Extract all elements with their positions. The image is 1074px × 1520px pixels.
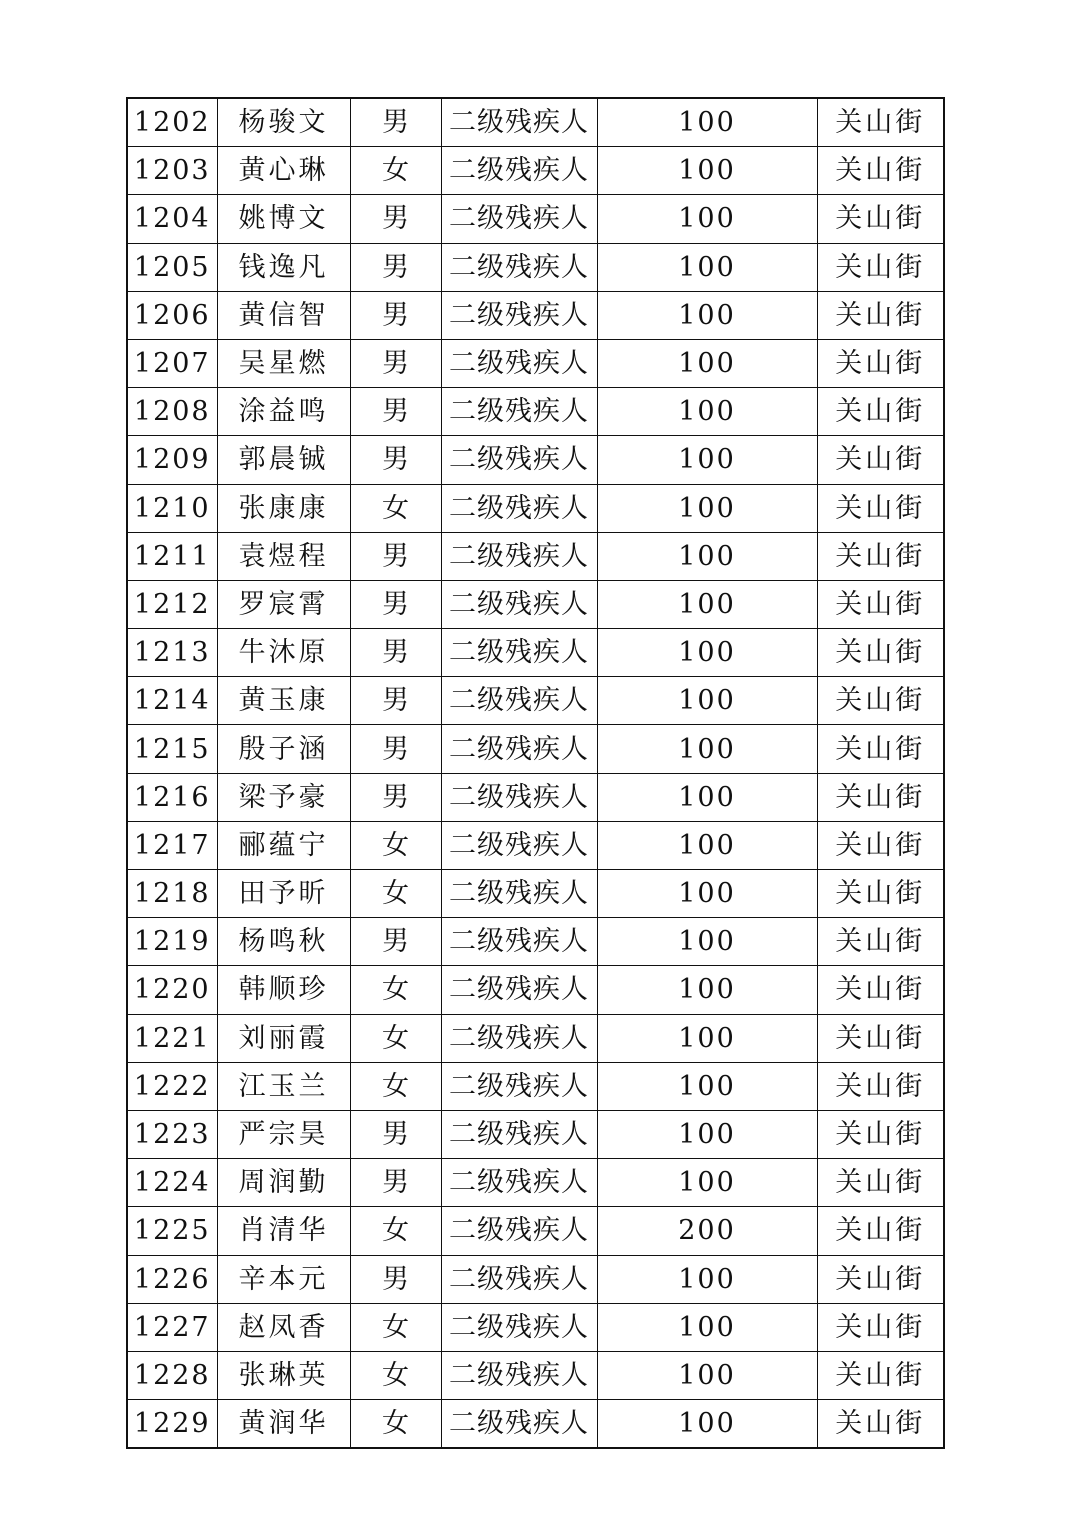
cell-number: 1210: [127, 484, 217, 532]
cell-category: 二级残疾人: [441, 677, 597, 725]
cell-amount: 200: [597, 1207, 817, 1255]
cell-name: 刘丽霞: [217, 1014, 350, 1062]
table-row: [127, 629, 944, 677]
cell-amount: 100: [597, 677, 817, 725]
cell-number: 1208: [127, 388, 217, 436]
cell-category: 二级残疾人: [441, 1062, 597, 1110]
cell-number: 1217: [127, 821, 217, 869]
cell-amount: 100: [597, 1014, 817, 1062]
cell-name: 涂益鸣: [217, 388, 350, 436]
cell-street: 关山街: [817, 677, 944, 725]
cell-category: 二级残疾人: [441, 147, 597, 195]
cell-amount: 100: [597, 580, 817, 628]
cell-amount: 100: [597, 195, 817, 243]
cell-street: 关山街: [817, 773, 944, 821]
cell-number: 1226: [127, 1255, 217, 1303]
table-row: [127, 339, 944, 387]
table-row: [127, 870, 944, 918]
cell-category: 二级残疾人: [441, 339, 597, 387]
table-row: [127, 243, 944, 291]
cell-gender: 女: [350, 1400, 441, 1449]
cell-street: 关山街: [817, 484, 944, 532]
cell-gender: 女: [350, 821, 441, 869]
cell-number: 1215: [127, 725, 217, 773]
cell-category: 二级残疾人: [441, 1014, 597, 1062]
cell-gender: 男: [350, 436, 441, 484]
cell-gender: 男: [350, 243, 441, 291]
cell-category: 二级残疾人: [441, 629, 597, 677]
cell-gender: 男: [350, 339, 441, 387]
cell-name: 郭晨铖: [217, 436, 350, 484]
cell-category: 二级残疾人: [441, 1351, 597, 1399]
cell-name: 牛沐原: [217, 629, 350, 677]
table-row: [127, 1351, 944, 1399]
table-row: [127, 1207, 944, 1255]
cell-number: 1211: [127, 532, 217, 580]
cell-amount: 100: [597, 725, 817, 773]
cell-name: 袁煜程: [217, 532, 350, 580]
cell-gender: 女: [350, 147, 441, 195]
cell-category: 二级残疾人: [441, 1110, 597, 1158]
cell-street: 关山街: [817, 1303, 944, 1351]
cell-street: 关山街: [817, 725, 944, 773]
cell-name: 钱逸凡: [217, 243, 350, 291]
cell-gender: 男: [350, 677, 441, 725]
cell-name: 吴星燃: [217, 339, 350, 387]
cell-amount: 100: [597, 532, 817, 580]
cell-amount: 100: [597, 918, 817, 966]
cell-number: 1224: [127, 1159, 217, 1207]
cell-category: 二级残疾人: [441, 98, 597, 147]
table-row: [127, 1303, 944, 1351]
cell-name: 黄润华: [217, 1400, 350, 1449]
cell-number: 1229: [127, 1400, 217, 1449]
cell-amount: 100: [597, 1159, 817, 1207]
cell-number: 1223: [127, 1110, 217, 1158]
cell-gender: 女: [350, 1351, 441, 1399]
cell-gender: 男: [350, 773, 441, 821]
cell-category: 二级残疾人: [441, 821, 597, 869]
cell-number: 1212: [127, 580, 217, 628]
cell-street: 关山街: [817, 195, 944, 243]
cell-gender: 女: [350, 966, 441, 1014]
cell-amount: 100: [597, 629, 817, 677]
cell-street: 关山街: [817, 532, 944, 580]
table-row: [127, 1255, 944, 1303]
table-row: [127, 532, 944, 580]
table-row: [127, 966, 944, 1014]
table-row: [127, 677, 944, 725]
cell-category: 二级残疾人: [441, 195, 597, 243]
cell-name: 杨鸣秋: [217, 918, 350, 966]
cell-street: 关山街: [817, 821, 944, 869]
cell-number: 1213: [127, 629, 217, 677]
cell-category: 二级残疾人: [441, 388, 597, 436]
cell-street: 关山街: [817, 147, 944, 195]
table-row: [127, 484, 944, 532]
cell-category: 二级残疾人: [441, 1159, 597, 1207]
cell-category: 二级残疾人: [441, 1255, 597, 1303]
cell-number: 1214: [127, 677, 217, 725]
cell-category: 二级残疾人: [441, 532, 597, 580]
cell-name: 姚博文: [217, 195, 350, 243]
cell-category: 二级残疾人: [441, 580, 597, 628]
cell-category: 二级残疾人: [441, 1207, 597, 1255]
cell-gender: 女: [350, 1014, 441, 1062]
cell-category: 二级残疾人: [441, 1400, 597, 1449]
cell-name: 田予昕: [217, 870, 350, 918]
table-row: [127, 388, 944, 436]
cell-street: 关山街: [817, 580, 944, 628]
cell-street: 关山街: [817, 1207, 944, 1255]
cell-category: 二级残疾人: [441, 436, 597, 484]
cell-street: 关山街: [817, 436, 944, 484]
cell-amount: 100: [597, 870, 817, 918]
cell-street: 关山街: [817, 1159, 944, 1207]
cell-gender: 女: [350, 1207, 441, 1255]
cell-amount: 100: [597, 436, 817, 484]
cell-name: 韩顺珍: [217, 966, 350, 1014]
cell-name: 郦蕴宁: [217, 821, 350, 869]
table-row: [127, 821, 944, 869]
cell-amount: 100: [597, 147, 817, 195]
cell-name: 罗宸霄: [217, 580, 350, 628]
cell-street: 关山街: [817, 966, 944, 1014]
cell-street: 关山街: [817, 388, 944, 436]
cell-name: 肖清华: [217, 1207, 350, 1255]
cell-amount: 100: [597, 243, 817, 291]
cell-name: 赵凤香: [217, 1303, 350, 1351]
cell-number: 1227: [127, 1303, 217, 1351]
cell-amount: 100: [597, 1351, 817, 1399]
cell-name: 黄信智: [217, 291, 350, 339]
cell-number: 1209: [127, 436, 217, 484]
cell-gender: 女: [350, 1062, 441, 1110]
cell-number: 1219: [127, 918, 217, 966]
cell-street: 关山街: [817, 1110, 944, 1158]
table-row: [127, 725, 944, 773]
table-row: [127, 195, 944, 243]
cell-number: 1207: [127, 339, 217, 387]
table-body: [127, 98, 944, 1448]
cell-category: 二级残疾人: [441, 243, 597, 291]
cell-number: 1218: [127, 870, 217, 918]
cell-category: 二级残疾人: [441, 918, 597, 966]
cell-street: 关山街: [817, 339, 944, 387]
cell-name: 辛本元: [217, 1255, 350, 1303]
table-row: [127, 436, 944, 484]
cell-amount: 100: [597, 1400, 817, 1449]
cell-street: 关山街: [817, 629, 944, 677]
cell-gender: 女: [350, 870, 441, 918]
cell-street: 关山街: [817, 1255, 944, 1303]
cell-number: 1228: [127, 1351, 217, 1399]
cell-gender: 女: [350, 1303, 441, 1351]
cell-name: 江玉兰: [217, 1062, 350, 1110]
cell-number: 1203: [127, 147, 217, 195]
cell-gender: 男: [350, 725, 441, 773]
cell-name: 殷子涵: [217, 725, 350, 773]
cell-street: 关山街: [817, 1062, 944, 1110]
cell-category: 二级残疾人: [441, 725, 597, 773]
table-row: [127, 1014, 944, 1062]
cell-name: 周润勤: [217, 1159, 350, 1207]
cell-number: 1202: [127, 98, 217, 147]
cell-number: 1216: [127, 773, 217, 821]
cell-name: 张琳英: [217, 1351, 350, 1399]
cell-street: 关山街: [817, 870, 944, 918]
cell-amount: 100: [597, 339, 817, 387]
cell-name: 黄玉康: [217, 677, 350, 725]
cell-amount: 100: [597, 773, 817, 821]
cell-amount: 100: [597, 966, 817, 1014]
table-row: [127, 918, 944, 966]
cell-category: 二级残疾人: [441, 773, 597, 821]
cell-category: 二级残疾人: [441, 966, 597, 1014]
cell-name: 黄心琳: [217, 147, 350, 195]
cell-amount: 100: [597, 484, 817, 532]
cell-name: 杨骏文: [217, 98, 350, 147]
table-row: [127, 1062, 944, 1110]
cell-category: 二级残疾人: [441, 484, 597, 532]
table-row: [127, 580, 944, 628]
cell-gender: 男: [350, 1255, 441, 1303]
cell-gender: 男: [350, 629, 441, 677]
cell-category: 二级残疾人: [441, 291, 597, 339]
cell-gender: 男: [350, 388, 441, 436]
cell-amount: 100: [597, 1303, 817, 1351]
cell-street: 关山街: [817, 98, 944, 147]
cell-gender: 男: [350, 1159, 441, 1207]
cell-street: 关山街: [817, 243, 944, 291]
cell-amount: 100: [597, 98, 817, 147]
table-row: [127, 1400, 944, 1449]
table-row: [127, 1110, 944, 1158]
cell-gender: 男: [350, 195, 441, 243]
cell-category: 二级残疾人: [441, 1303, 597, 1351]
cell-name: 张康康: [217, 484, 350, 532]
subsidy-list-table: [126, 97, 945, 1449]
cell-number: 1205: [127, 243, 217, 291]
cell-gender: 男: [350, 532, 441, 580]
cell-amount: 100: [597, 1062, 817, 1110]
cell-number: 1222: [127, 1062, 217, 1110]
cell-number: 1220: [127, 966, 217, 1014]
cell-name: 严宗昊: [217, 1110, 350, 1158]
table-row: [127, 147, 944, 195]
table-row: [127, 98, 944, 147]
cell-number: 1225: [127, 1207, 217, 1255]
cell-gender: 男: [350, 918, 441, 966]
cell-gender: 男: [350, 1110, 441, 1158]
cell-amount: 100: [597, 821, 817, 869]
cell-name: 梁予豪: [217, 773, 350, 821]
cell-street: 关山街: [817, 1014, 944, 1062]
cell-amount: 100: [597, 388, 817, 436]
table-row: [127, 773, 944, 821]
cell-amount: 100: [597, 291, 817, 339]
table-row: [127, 291, 944, 339]
cell-street: 关山街: [817, 918, 944, 966]
table-row: [127, 1159, 944, 1207]
cell-street: 关山街: [817, 1351, 944, 1399]
cell-number: 1221: [127, 1014, 217, 1062]
cell-street: 关山街: [817, 291, 944, 339]
cell-number: 1206: [127, 291, 217, 339]
cell-gender: 女: [350, 484, 441, 532]
cell-gender: 男: [350, 98, 441, 147]
cell-gender: 男: [350, 291, 441, 339]
cell-amount: 100: [597, 1110, 817, 1158]
cell-category: 二级残疾人: [441, 870, 597, 918]
cell-street: 关山街: [817, 1400, 944, 1449]
cell-number: 1204: [127, 195, 217, 243]
cell-gender: 男: [350, 580, 441, 628]
cell-amount: 100: [597, 1255, 817, 1303]
